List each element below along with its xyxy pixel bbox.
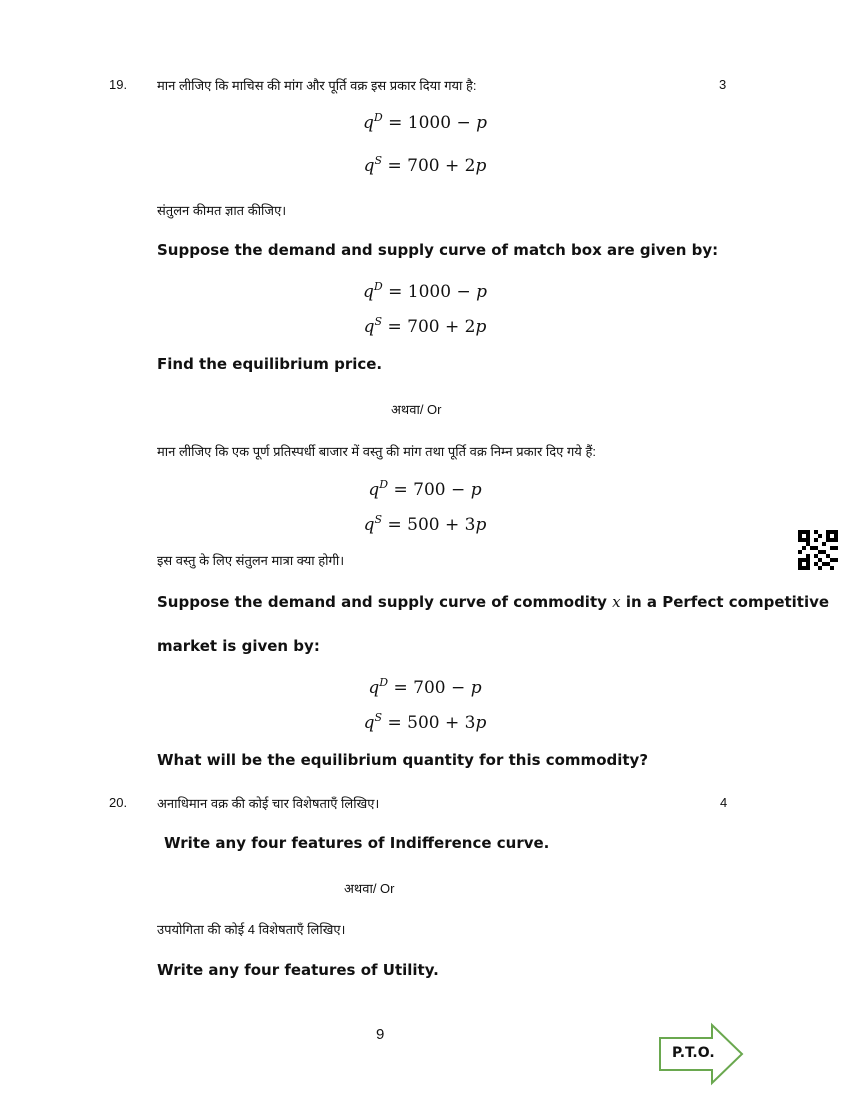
q20-english: Write any four features of Indifference curve. — [164, 834, 550, 852]
q19-equation-supply: $q^S = 700 + 2p$ — [363, 154, 487, 176]
q19-or-divider: अथवा/ Or — [391, 402, 442, 417]
q20-alt-hindi: उपयोगिता की कोई 4 विशेषताएँ लिखिए। — [157, 922, 346, 937]
page-number: 9 — [376, 1026, 385, 1043]
q19-alt-english-intro-cont: market is given by: — [157, 637, 320, 655]
question-number-19: 19. — [109, 77, 128, 92]
q19-equation-demand-en: $q^D = 1000 - p$ — [363, 280, 487, 302]
q19-hindi-intro: मान लीजिए कि माचिस की मांग और पूर्ति वक्र इस प्रकार दिया गया है: — [157, 78, 477, 93]
qr-code-icon — [798, 530, 838, 570]
q19-alt-equation-supply: $q^S = 500 + 3p$ — [363, 513, 487, 535]
q19-equation-demand: $q^D = 1000 - p$ — [363, 111, 487, 133]
pto-arrow — [656, 1022, 746, 1086]
pto-label: P.T.O. — [672, 1045, 715, 1061]
q20-marks: 4 — [720, 795, 728, 810]
q20-hindi: अनाधिमान वक्र की कोई चार विशेषताएँ लिखिए। — [157, 796, 380, 811]
q19-alt-english-find: What will be the equilibrium quantity for this commodity? — [157, 751, 649, 769]
q19-english-find: Find the equilibrium price. — [157, 355, 383, 373]
q19-alt-english-intro: Suppose the demand and supply curve of commodity x in a Perfect competitive — [157, 593, 830, 611]
q19-alt-equation-supply-en: $q^S = 500 + 3p$ — [363, 711, 487, 733]
question-number-20: 20. — [109, 795, 128, 810]
q19-alt-hindi-intro: मान लीजिए कि एक पूर्ण प्रतिस्पर्धी बाजार में वस्तु की मांग तथा पूर्ति वक्र निम्न प्रकार दिए गये हैं: — [157, 444, 596, 459]
q19-equation-supply-en: $q^S = 700 + 2p$ — [363, 315, 487, 337]
q20-alt-english: Write any four features of Utility. — [157, 961, 439, 979]
q19-english-intro: Suppose the demand and supply curve of match box are given by: — [157, 241, 719, 259]
q19-alt-hindi-find: इस वस्तु के लिए संतुलन मात्रा क्या होगी। — [157, 553, 345, 568]
q19-hindi-find: संतुलन कीमत ज्ञात कीजिए। — [157, 203, 287, 218]
q19-alt-equation-demand-en: $q^D = 700 - p$ — [368, 676, 482, 698]
q20-or-divider: अथवा/ Or — [344, 881, 395, 896]
q19-marks: 3 — [719, 77, 727, 92]
q19-alt-equation-demand: $q^D = 700 - p$ — [368, 478, 482, 500]
